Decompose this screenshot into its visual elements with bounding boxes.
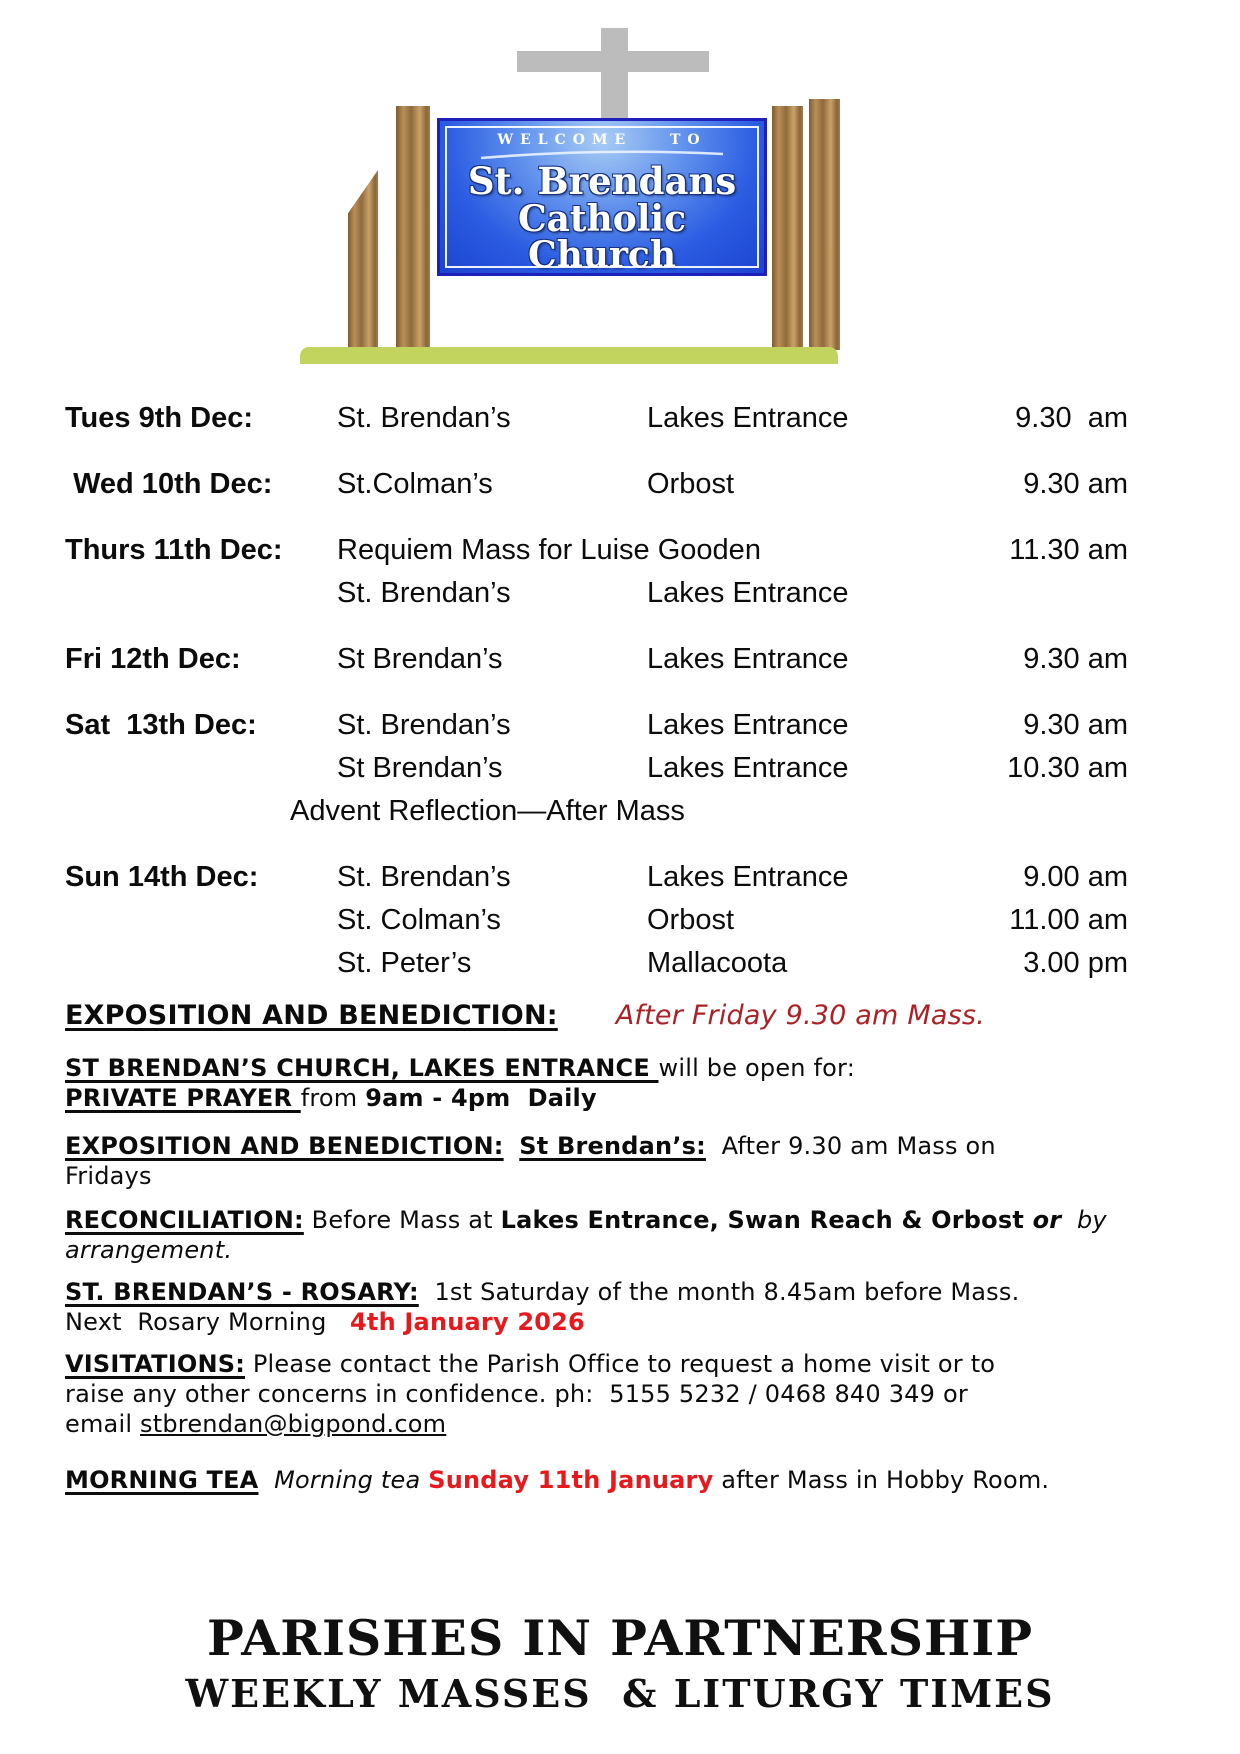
schedule-row <box>65 942 1128 985</box>
schedule-event: Requiem Mass for Luise Gooden <box>337 534 761 566</box>
sign-post <box>809 99 840 350</box>
schedule-day: Thurs 11th Dec: <box>65 534 283 566</box>
notice-locations: Lakes Entrance, Swan Reach & Orbost <box>500 1206 1033 1234</box>
notice-reconciliation: RECONCILIATION: Before Mass at Lakes Entrance, Swan Reach & Orbost or by arrangement. <box>65 1206 1107 1264</box>
schedule-group-tuesday <box>65 397 1128 440</box>
notice-text: email <box>65 1410 141 1438</box>
schedule-row <box>65 397 1128 440</box>
notice-exposition-fridays <box>65 1131 1195 1191</box>
sign-church-name-line1: St. Brendans <box>467 159 737 203</box>
schedule-church: St.Colman’s <box>337 468 493 500</box>
notice-text: arrangement. <box>65 1236 233 1264</box>
notice-heading: VISITATIONS: <box>65 1350 246 1378</box>
schedule-row <box>65 529 1128 572</box>
notice-subheading: St Brendan’s: <box>519 1132 706 1160</box>
notice-text: After 9.30 am Mass on <box>705 1132 996 1160</box>
schedule-group-wednesday <box>65 463 1128 506</box>
schedule-location: Lakes Entrance <box>647 577 849 609</box>
advent-reflection-note: Advent Reflection—After Mass <box>290 795 685 827</box>
notice-text: after Mass in Hobby Room. <box>713 1466 1050 1494</box>
schedule-time <box>935 572 1128 615</box>
notice-text: Next Rosary Morning <box>65 1308 351 1336</box>
page-footer <box>0 1608 1240 1720</box>
cross-icon <box>517 51 709 72</box>
schedule-group-friday <box>65 638 1128 681</box>
notice-text: Please contact the Parish Office to request a home visit or to <box>245 1350 996 1378</box>
sign-post <box>772 106 803 350</box>
schedule-day: Fri 12th Dec: <box>65 643 241 675</box>
schedule-row <box>65 638 1128 681</box>
schedule-location: Lakes Entrance <box>647 643 849 675</box>
notice-text: 1st Saturday of the month 8.45am before Mass. <box>418 1278 1020 1306</box>
schedule-location: Lakes Entrance <box>647 861 849 893</box>
schedule-church: St. Brendan’s <box>337 577 511 609</box>
schedule-time: 11.00 am <box>1009 904 1128 936</box>
notice-rosary <box>65 1277 1195 1337</box>
schedule-time: 9.00 am <box>1023 861 1128 893</box>
notice-hours: 9am - 4pm Daily <box>365 1084 597 1112</box>
notice-detail: After Friday 9.30 am Mass. <box>615 1000 985 1031</box>
schedule-time: 9.30 am <box>1023 709 1128 741</box>
parish-email-link[interactable]: stbrendan@bigpond.com <box>140 1410 447 1438</box>
morning-tea-date: Sunday 11th January <box>428 1466 714 1494</box>
schedule-day: Tues 9th Dec: <box>65 402 254 434</box>
notice-heading: MORNING TEA <box>65 1466 259 1494</box>
schedule-group-thursday <box>65 529 1128 615</box>
schedule-row <box>65 856 1128 899</box>
schedule-church: St. Colman’s <box>337 904 501 936</box>
welcome-sign-board <box>437 118 767 276</box>
notice-text: Before Mass at <box>303 1206 501 1234</box>
schedule-location: Mallacoota <box>647 947 788 979</box>
parish-notices <box>65 1001 1195 1495</box>
schedule-time: 10.30 am <box>1007 752 1128 784</box>
schedule-row <box>65 572 1128 615</box>
schedule-row <box>65 463 1128 506</box>
church-sign-graphic <box>0 0 1240 370</box>
notice-visitations <box>65 1349 1195 1439</box>
schedule-location: Lakes Entrance <box>647 402 849 434</box>
schedule-church: St. Brendan’s <box>337 861 511 893</box>
notice-text: Fridays <box>65 1162 152 1190</box>
notice-exposition-benediction <box>65 1001 1195 1031</box>
schedule-row <box>65 704 1128 747</box>
schedule-row <box>65 747 1128 790</box>
cross-icon <box>601 28 628 128</box>
schedule-day: Wed 10th Dec: <box>65 468 273 500</box>
notice-open-hours <box>65 1053 1195 1113</box>
schedule-church: St. Brendan’s <box>337 709 511 741</box>
schedule-location: Lakes Entrance <box>647 709 849 741</box>
notice-text: Morning tea <box>258 1466 429 1494</box>
notice-heading: EXPOSITION AND BENEDICTION: <box>65 1000 558 1031</box>
schedule-location: Orbost <box>647 468 735 500</box>
rosary-next-date: 4th January 2026 <box>350 1308 585 1336</box>
footer-subtitle: WEEKLY MASSES & LITURGY TIMES <box>185 1671 1055 1716</box>
schedule-location: Lakes Entrance <box>647 752 849 784</box>
schedule-church: St. Brendan’s <box>337 402 511 434</box>
footer-title: PARISHES IN PARTNERSHIP <box>206 1609 1034 1667</box>
schedule-time: 9.30 am <box>1023 468 1128 500</box>
schedule-church: St Brendan’s <box>337 643 503 675</box>
notice-heading: ST. BRENDAN’S - ROSARY: <box>65 1278 419 1306</box>
mass-schedule <box>65 397 1128 1008</box>
schedule-church: St. Peter’s <box>337 947 472 979</box>
schedule-church: St Brendan’s <box>337 752 503 784</box>
sign-church-name-line3: Church <box>527 234 677 277</box>
notice-text: from <box>300 1084 366 1112</box>
schedule-group-sunday <box>65 856 1128 985</box>
sign-post <box>396 106 430 350</box>
schedule-time: 3.00 pm <box>1023 947 1128 979</box>
grass-strip <box>300 347 838 364</box>
notice-text: will be open for: <box>658 1054 855 1082</box>
schedule-day: Sun 14th Dec: <box>65 861 259 893</box>
schedule-group-saturday <box>65 704 1128 833</box>
sign-church-name-line2: Catholic <box>517 197 687 240</box>
sign-welcome-text: WELCOME TO <box>497 132 707 148</box>
schedule-row <box>65 899 1128 942</box>
notice-heading: ST BRENDAN’S CHURCH, LAKES ENTRANCE <box>65 1054 659 1082</box>
notice-heading: PRIVATE PRAYER <box>65 1084 301 1112</box>
notice-text: raise any other concerns in confidence. ph: 5155 5232 / 0468 840 349 or <box>65 1380 968 1408</box>
notice-heading: RECONCILIATION: <box>65 1206 304 1234</box>
schedule-time: 9.30 am <box>1015 402 1128 434</box>
schedule-location: Orbost <box>647 904 735 936</box>
sign-post <box>348 170 378 350</box>
notice-morning-tea <box>65 1465 1195 1495</box>
notice-heading: EXPOSITION AND BENEDICTION: <box>65 1132 504 1160</box>
schedule-day: Sat 13th Dec: <box>65 709 257 741</box>
schedule-time: 11.30 am <box>1009 534 1128 566</box>
schedule-time: 9.30 am <box>1023 643 1128 675</box>
